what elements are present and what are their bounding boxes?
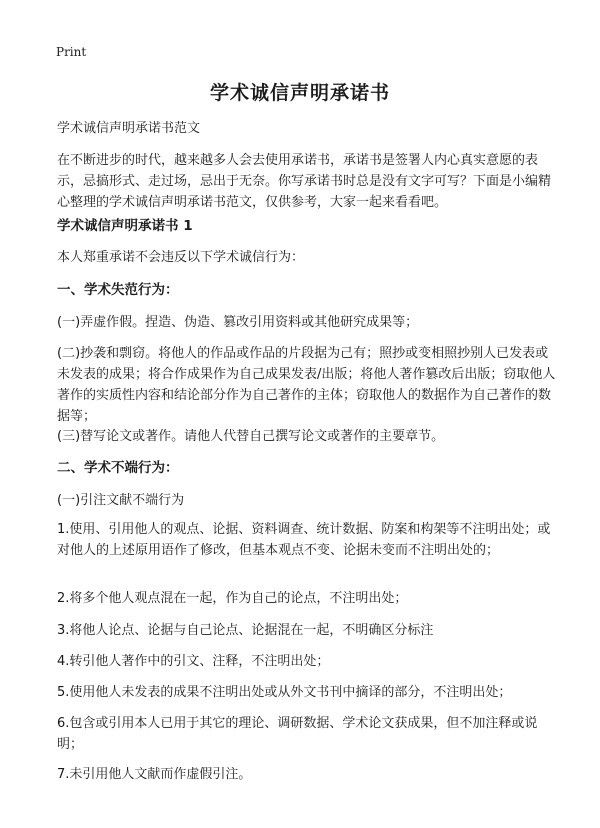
improper-subheading: (一)引注文献不端行为 xyxy=(57,493,185,508)
intro-paragraph: 在不断进步的时代，越来越多人会去使用承诺书，承诺书是签署人内心真实意愿的表示，忌搞形式、走过场，忌出于无奈。你写承诺书时总是没有文字可写？下面是小编精心整理的学术诚信声明承诺书范文，仅供参考，大家一起来看看吧。 xyxy=(57,153,552,210)
improper-item-3: 3.将他人论点、论据与自己论点、论据混在一起，不明确区分标注 xyxy=(57,623,434,638)
section-heading-1: 学术诚信声明承诺书 1 xyxy=(57,218,193,234)
improper-item-1: 1.使用、引用他人的观点、论据、资料调查、统计数据、防案和构架等不注明出处；或对他人的上述原用语作了修改，但基本观点不变、论据未变而不注明出处的； xyxy=(57,522,551,558)
improper-item-6: 6.包含或引用本人已用于其它的理论、调研数据、学术论文获成果，但不加注释或说明； xyxy=(57,716,538,752)
pledge-paragraph: 本人郑重承诺不会违反以下学术诚信行为： xyxy=(57,250,305,265)
improper-heading: 二、学术不端行为： xyxy=(57,460,179,476)
improper-item-2: 2.将多个他人观点混在一起，作为自己的论点，不注明出处； xyxy=(57,591,408,606)
misconduct-item-3: (三)替写论文或著作。请他人代替自己撰写论文或著作的主要章节。 xyxy=(57,429,445,444)
improper-item-4: 4.转引他人著作中的引文、注释，不注明出处； xyxy=(57,654,330,669)
subtitle: 学术诚信声明承诺书范文 xyxy=(57,121,201,136)
improper-item-7: 7.未引用他人文献而作虚假引注。 xyxy=(57,767,252,782)
misconduct-item-2: (二)抄袭和剽窃。将他人的作品或作品的片段据为己有；照抄或变相照抄别人已发表或未发表的成果；将合作成果作为自己成果发表/出版；将他人著作篡改后出版；窃取他人著作的实质性内容和结论部分作为自己著作的主体；窃取他人的数据作为自己著作的数据等； xyxy=(57,346,556,424)
print-link[interactable]: Print xyxy=(56,45,87,59)
improper-item-5: 5.使用他人未发表的成果不注明出处或从外文书刊中摘译的部分，不注明出处； xyxy=(57,685,512,700)
page-title: 学术诚信声明承诺书 xyxy=(209,82,390,104)
misconduct-item-1: (一)弄虚作假。捏造、伪造、篡改引用资料或其他研究成果等； xyxy=(57,315,419,330)
misconduct-heading: 一、学术失范行为： xyxy=(57,282,179,298)
